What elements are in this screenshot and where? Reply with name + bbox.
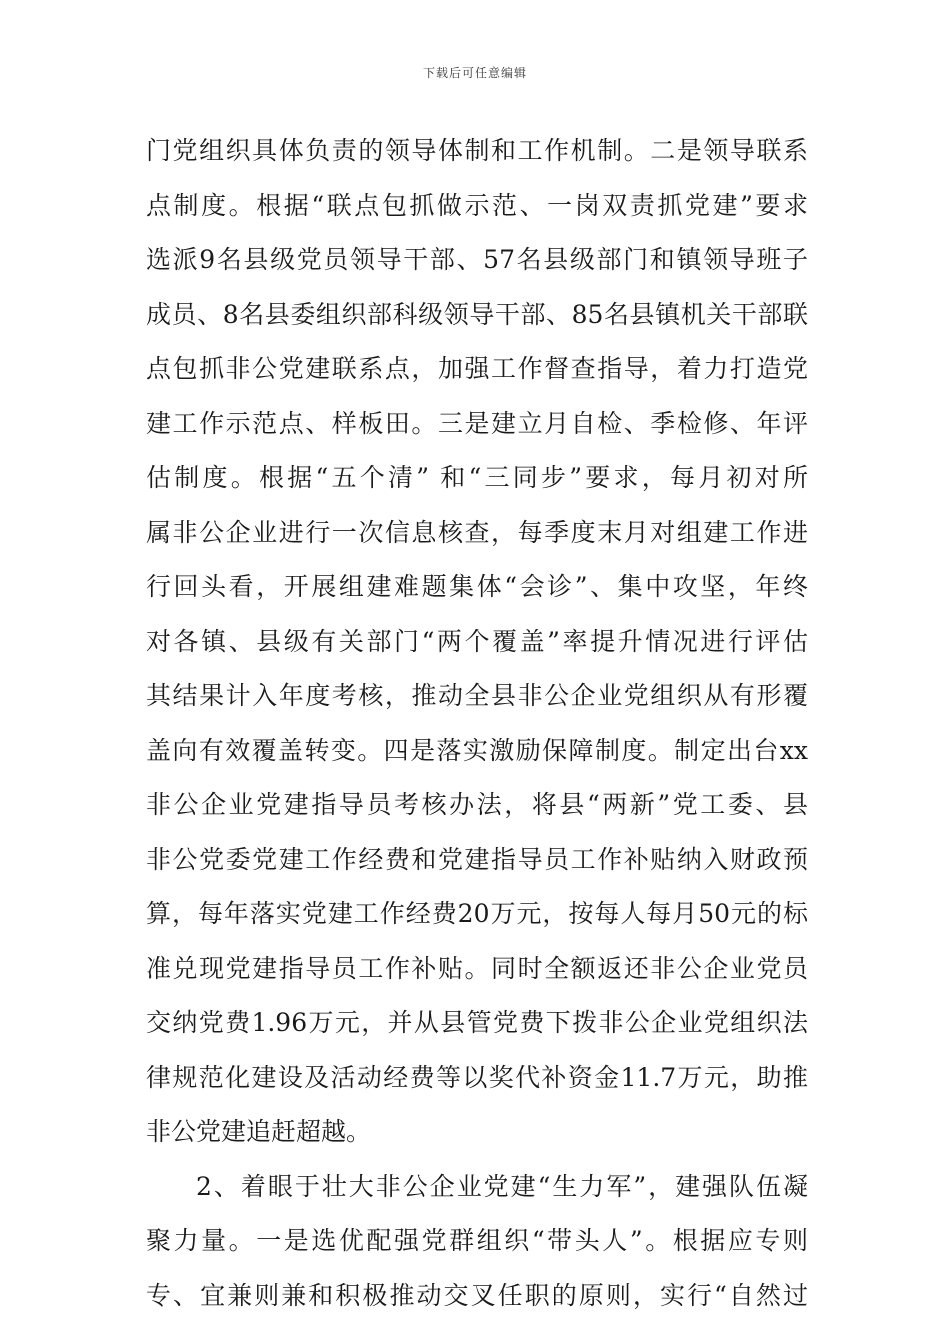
text-line: 成员、8名县委组织部科级领导干部、85名县镇机关干部联 xyxy=(146,299,808,329)
paragraph-2 xyxy=(146,1160,808,1324)
text-line: 算，每年落实党建工作经费20万元，按每人每月50元的标 xyxy=(146,899,808,928)
text-line: 点制度。根据“联点包抓做示范、一岗双责抓党建”要求 xyxy=(146,190,808,220)
text-line: 律规范化建设及活动经费等以奖代补资金11.7万元，助推 xyxy=(146,1062,808,1092)
text-line: 非公企业党建指导员考核办法，将县“两新”党工委、县 xyxy=(146,790,808,819)
text-line: 属非公企业进行一次信息核查，每季度末月对组建工作进 xyxy=(146,517,808,547)
text-line: 建工作示范点、样板田。三是建立月自检、季检修、年评 xyxy=(146,408,808,438)
text-line: 准兑现党建指导员工作补贴。同时全额返还非公企业党员 xyxy=(146,953,808,983)
text-line: 交纳党费1.96万元，并从县管党费下拨非公企业党组织法 xyxy=(146,1008,808,1037)
text-line: 选派9名县级党员领导干部、57名县级部门和镇领导班子 xyxy=(146,245,808,274)
text-line: 门党组织具体负责的领导体制和工作机制。二是领导联系 xyxy=(146,136,808,165)
text-line: 聚力量。一是选优配强党群组织“带头人”。根据应专则 xyxy=(146,1226,808,1255)
text-line: 非公党建追赶超越。 xyxy=(146,1117,372,1146)
text-line: 对各镇、县级有关部门“两个覆盖”率提升情况进行评估 xyxy=(146,626,808,656)
text-line: 估制度。根据“五个清” 和“三同步”要求，每月初对所 xyxy=(146,463,808,492)
text-line: 2、着眼于壮大非公企业党建“生力军”，建强队伍凝 xyxy=(196,1171,808,1201)
paragraph-1 xyxy=(146,124,808,1160)
text-line: 点包抓非公党建联系点，加强工作督查指导，着力打造党 xyxy=(146,354,808,383)
document-body xyxy=(146,124,808,1323)
page-header-note: 下载后可任意编辑 xyxy=(422,66,527,80)
text-line: 非公党委党建工作经费和党建指导员工作补贴纳入财政预 xyxy=(146,844,808,874)
text-line: 其结果计入年度考核，推动全县非公企业党组织从有形覆 xyxy=(146,681,808,710)
text-line: 盖向有效覆盖转变。四是落实激励保障制度。制定出台xx xyxy=(146,735,808,765)
text-line: 行回头看，开展组建难题集体“会诊”、集中攻坚，年终 xyxy=(146,572,808,601)
text-line: 专、宜兼则兼和积极推动交叉任职的原则，实行“自然过 xyxy=(146,1280,808,1310)
